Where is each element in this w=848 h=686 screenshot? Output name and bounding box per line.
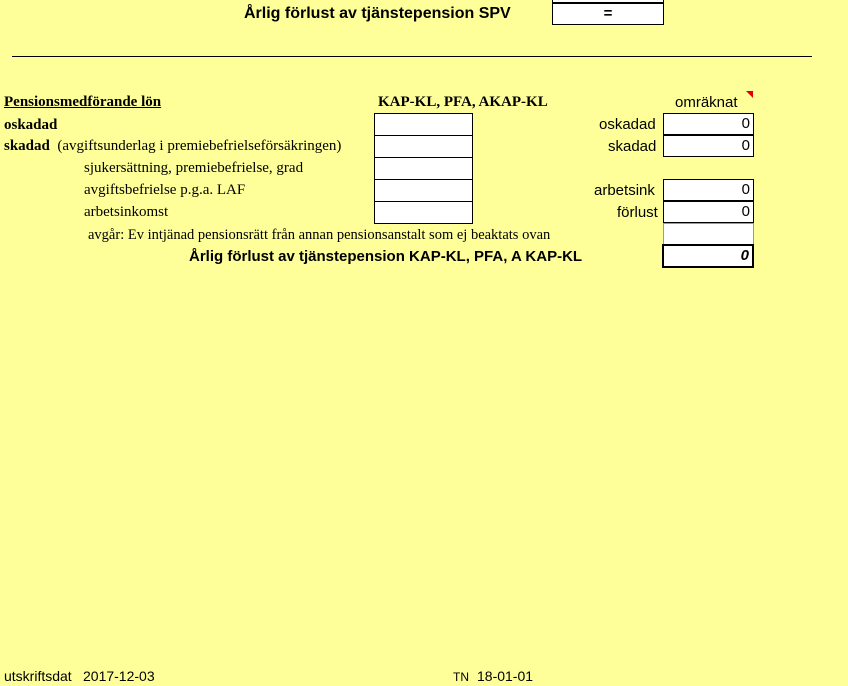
avgift-label: avgiftsbefrielse p.g.a. LAF xyxy=(84,182,246,198)
oskadad-input[interactable] xyxy=(374,113,473,136)
sjuk-grad-input[interactable] xyxy=(374,157,473,180)
skadad-input[interactable] xyxy=(374,135,473,158)
comment-indicator-icon xyxy=(746,91,753,98)
tn-value: 18-01-01 xyxy=(477,668,534,684)
avgar-label: avgår: Ev intjänad pensionsrätt från annan pensionsanstalt som ej beaktats ovan xyxy=(88,227,551,243)
omraknat-skadad-value: 0 xyxy=(741,137,750,154)
spv-total-label: Årlig förlust av tjänstepension SPV xyxy=(244,5,511,22)
column-header: KAP-KL, PFA, AKAP-KL xyxy=(378,94,548,110)
right-arbetsink-label: arbetsink xyxy=(594,182,655,199)
section-divider xyxy=(12,56,812,57)
right-skadad-label: skadad xyxy=(608,138,657,155)
right-oskadad-label: oskadad xyxy=(599,116,656,133)
spv-total-value: = xyxy=(603,5,613,22)
right-forlust-label: förlust xyxy=(617,204,658,221)
avgar-input[interactable] xyxy=(663,223,754,245)
cut-off-row xyxy=(2,0,6,6)
print-date-label: utskriftsdat xyxy=(4,668,72,684)
kap-total-field[interactable] xyxy=(662,244,754,268)
forlust-value: 0 xyxy=(741,203,750,220)
kap-total-value: 0 xyxy=(740,247,749,264)
skadad-note: (avgiftsunderlag i premiebefrielseförsäkringen) xyxy=(57,138,342,154)
spv-total-field[interactable] xyxy=(552,3,664,25)
arbetsinkomst-label: arbetsinkomst xyxy=(84,204,169,220)
arbetsink-value: 0 xyxy=(741,181,750,198)
recalc-header: omräknat xyxy=(675,94,738,111)
arbetsinkomst-input[interactable] xyxy=(374,201,473,224)
omraknat-oskadad-field[interactable] xyxy=(663,113,754,135)
omraknat-oskadad-value: 0 xyxy=(741,115,750,132)
omraknat-skadad-field[interactable] xyxy=(663,135,754,157)
tn-label: TN xyxy=(453,670,469,684)
skadad-row xyxy=(4,138,341,155)
sjuk-label: sjukersättning, premiebefrielse, grad xyxy=(84,160,304,176)
print-date-value: 2017-12-03 xyxy=(83,668,155,684)
skadad-label: skadad xyxy=(4,138,50,154)
arbetsink-field[interactable] xyxy=(663,179,754,201)
section-title: Pensionsmedförande lön xyxy=(4,94,162,110)
kap-total-label: Årlig förlust av tjänstepension KAP-KL, PFA, A KAP-KL xyxy=(189,248,583,265)
avgift-laf-input[interactable] xyxy=(374,179,473,202)
forlust-field[interactable] xyxy=(663,201,754,223)
oskadad-label: oskadad xyxy=(4,117,58,133)
